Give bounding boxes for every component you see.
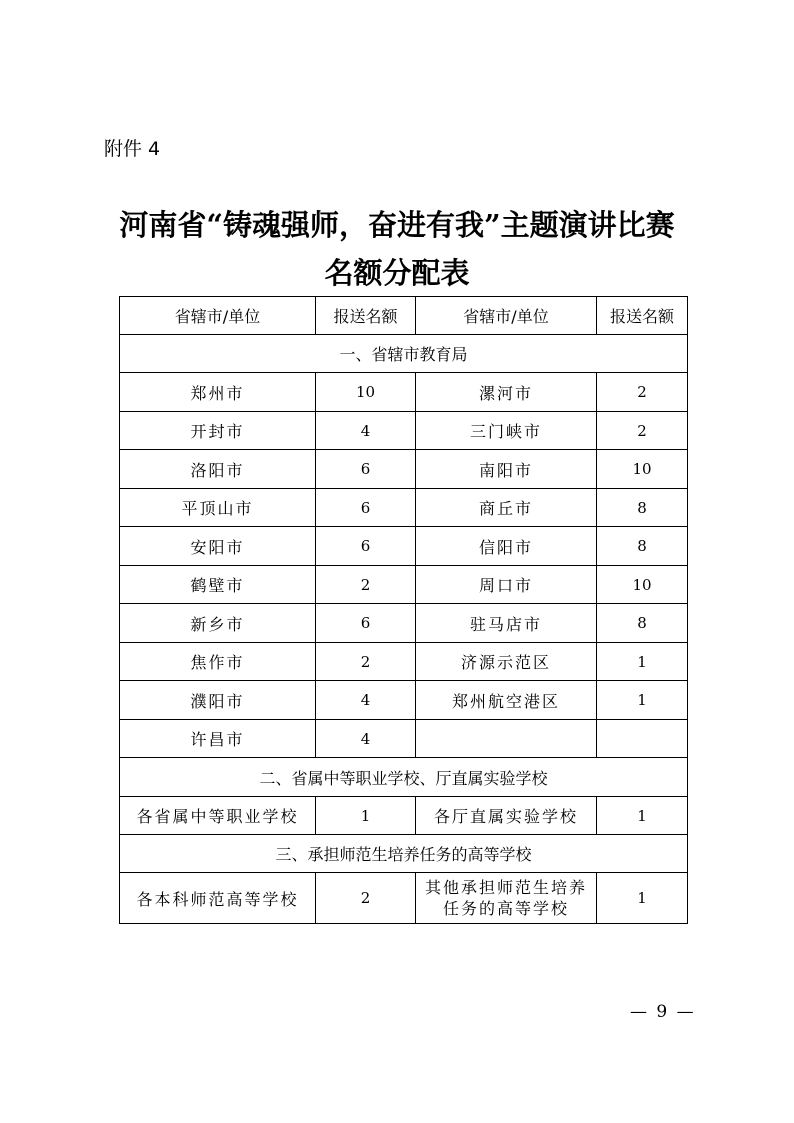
table-row bbox=[120, 489, 688, 527]
quota-cell: 1 bbox=[597, 643, 688, 681]
unit-cell-multiline bbox=[416, 873, 597, 924]
quota-cell: 2 bbox=[597, 412, 688, 450]
header-quota-left: 报送名额 bbox=[316, 297, 416, 335]
table-row bbox=[120, 604, 688, 643]
table-row bbox=[120, 797, 688, 835]
page-number: — 9 — bbox=[630, 1002, 696, 1022]
section-title-2: 二、省属中等职业学校、厅直属实验学校 bbox=[120, 758, 688, 797]
unit-cell: 平顶山市 bbox=[120, 489, 316, 527]
quota-allocation-table bbox=[119, 296, 688, 924]
quota-cell bbox=[597, 720, 688, 758]
unit-cell: 各本科师范高等学校 bbox=[120, 873, 316, 924]
header-quota-right: 报送名额 bbox=[597, 297, 688, 335]
quota-cell: 4 bbox=[316, 720, 416, 758]
unit-cell bbox=[416, 720, 597, 758]
quota-cell: 2 bbox=[597, 373, 688, 412]
header-unit-right: 省辖市/单位 bbox=[416, 297, 597, 335]
table-row bbox=[120, 643, 688, 681]
quota-cell: 10 bbox=[316, 373, 416, 412]
unit-cell: 驻马店市 bbox=[416, 604, 597, 643]
table-row bbox=[120, 373, 688, 412]
unit-line-1: 其他承担师范生培养 bbox=[424, 878, 587, 897]
section-row bbox=[120, 758, 688, 797]
unit-cell: 各厅直属实验学校 bbox=[416, 797, 597, 835]
unit-cell: 济源示范区 bbox=[416, 643, 597, 681]
attachment-label: 附件 4 bbox=[104, 138, 161, 160]
quota-cell: 2 bbox=[316, 643, 416, 681]
quota-cell: 10 bbox=[597, 450, 688, 489]
quota-cell: 6 bbox=[316, 450, 416, 489]
quota-cell: 6 bbox=[316, 527, 416, 566]
unit-cell: 焦作市 bbox=[120, 643, 316, 681]
unit-cell: 郑州市 bbox=[120, 373, 316, 412]
quota-cell: 2 bbox=[316, 873, 416, 924]
unit-cell: 安阳市 bbox=[120, 527, 316, 566]
table-header-row bbox=[120, 297, 688, 335]
section-row bbox=[120, 835, 688, 873]
unit-line-2: 任务的高等学校 bbox=[442, 899, 569, 918]
unit-cell: 信阳市 bbox=[416, 527, 597, 566]
document-title-line2: 名额分配表 bbox=[324, 256, 470, 290]
unit-cell: 新乡市 bbox=[120, 604, 316, 643]
unit-cell: 洛阳市 bbox=[120, 450, 316, 489]
unit-cell: 开封市 bbox=[120, 412, 316, 450]
quota-cell: 1 bbox=[597, 873, 688, 924]
quota-cell: 6 bbox=[316, 604, 416, 643]
document-title-line1: 河南省“铸魂强师，奋进有我”主题演讲比赛 bbox=[119, 208, 675, 242]
header-unit-left: 省辖市/单位 bbox=[120, 297, 316, 335]
table-row bbox=[120, 681, 688, 720]
quota-cell: 6 bbox=[316, 489, 416, 527]
unit-cell: 许昌市 bbox=[120, 720, 316, 758]
table-row bbox=[120, 566, 688, 604]
table-row bbox=[120, 720, 688, 758]
quota-cell: 1 bbox=[316, 797, 416, 835]
quota-cell: 2 bbox=[316, 566, 416, 604]
section-title-1: 一、省辖市教育局 bbox=[120, 335, 688, 373]
unit-cell: 周口市 bbox=[416, 566, 597, 604]
quota-cell: 8 bbox=[597, 604, 688, 643]
unit-cell: 漯河市 bbox=[416, 373, 597, 412]
quota-cell: 10 bbox=[597, 566, 688, 604]
table-row bbox=[120, 527, 688, 566]
table-row bbox=[120, 450, 688, 489]
section-title-3: 三、承担师范生培养任务的高等学校 bbox=[120, 835, 688, 873]
section-row bbox=[120, 335, 688, 373]
unit-cell: 鹤壁市 bbox=[120, 566, 316, 604]
quota-cell: 1 bbox=[597, 797, 688, 835]
unit-cell: 濮阳市 bbox=[120, 681, 316, 720]
unit-cell: 各省属中等职业学校 bbox=[120, 797, 316, 835]
quota-cell: 8 bbox=[597, 489, 688, 527]
table-row bbox=[120, 873, 688, 924]
unit-cell: 南阳市 bbox=[416, 450, 597, 489]
quota-cell: 4 bbox=[316, 412, 416, 450]
unit-cell: 三门峡市 bbox=[416, 412, 597, 450]
quota-cell: 4 bbox=[316, 681, 416, 720]
unit-cell: 商丘市 bbox=[416, 489, 597, 527]
quota-cell: 8 bbox=[597, 527, 688, 566]
unit-cell: 郑州航空港区 bbox=[416, 681, 597, 720]
table-row bbox=[120, 412, 688, 450]
quota-cell: 1 bbox=[597, 681, 688, 720]
